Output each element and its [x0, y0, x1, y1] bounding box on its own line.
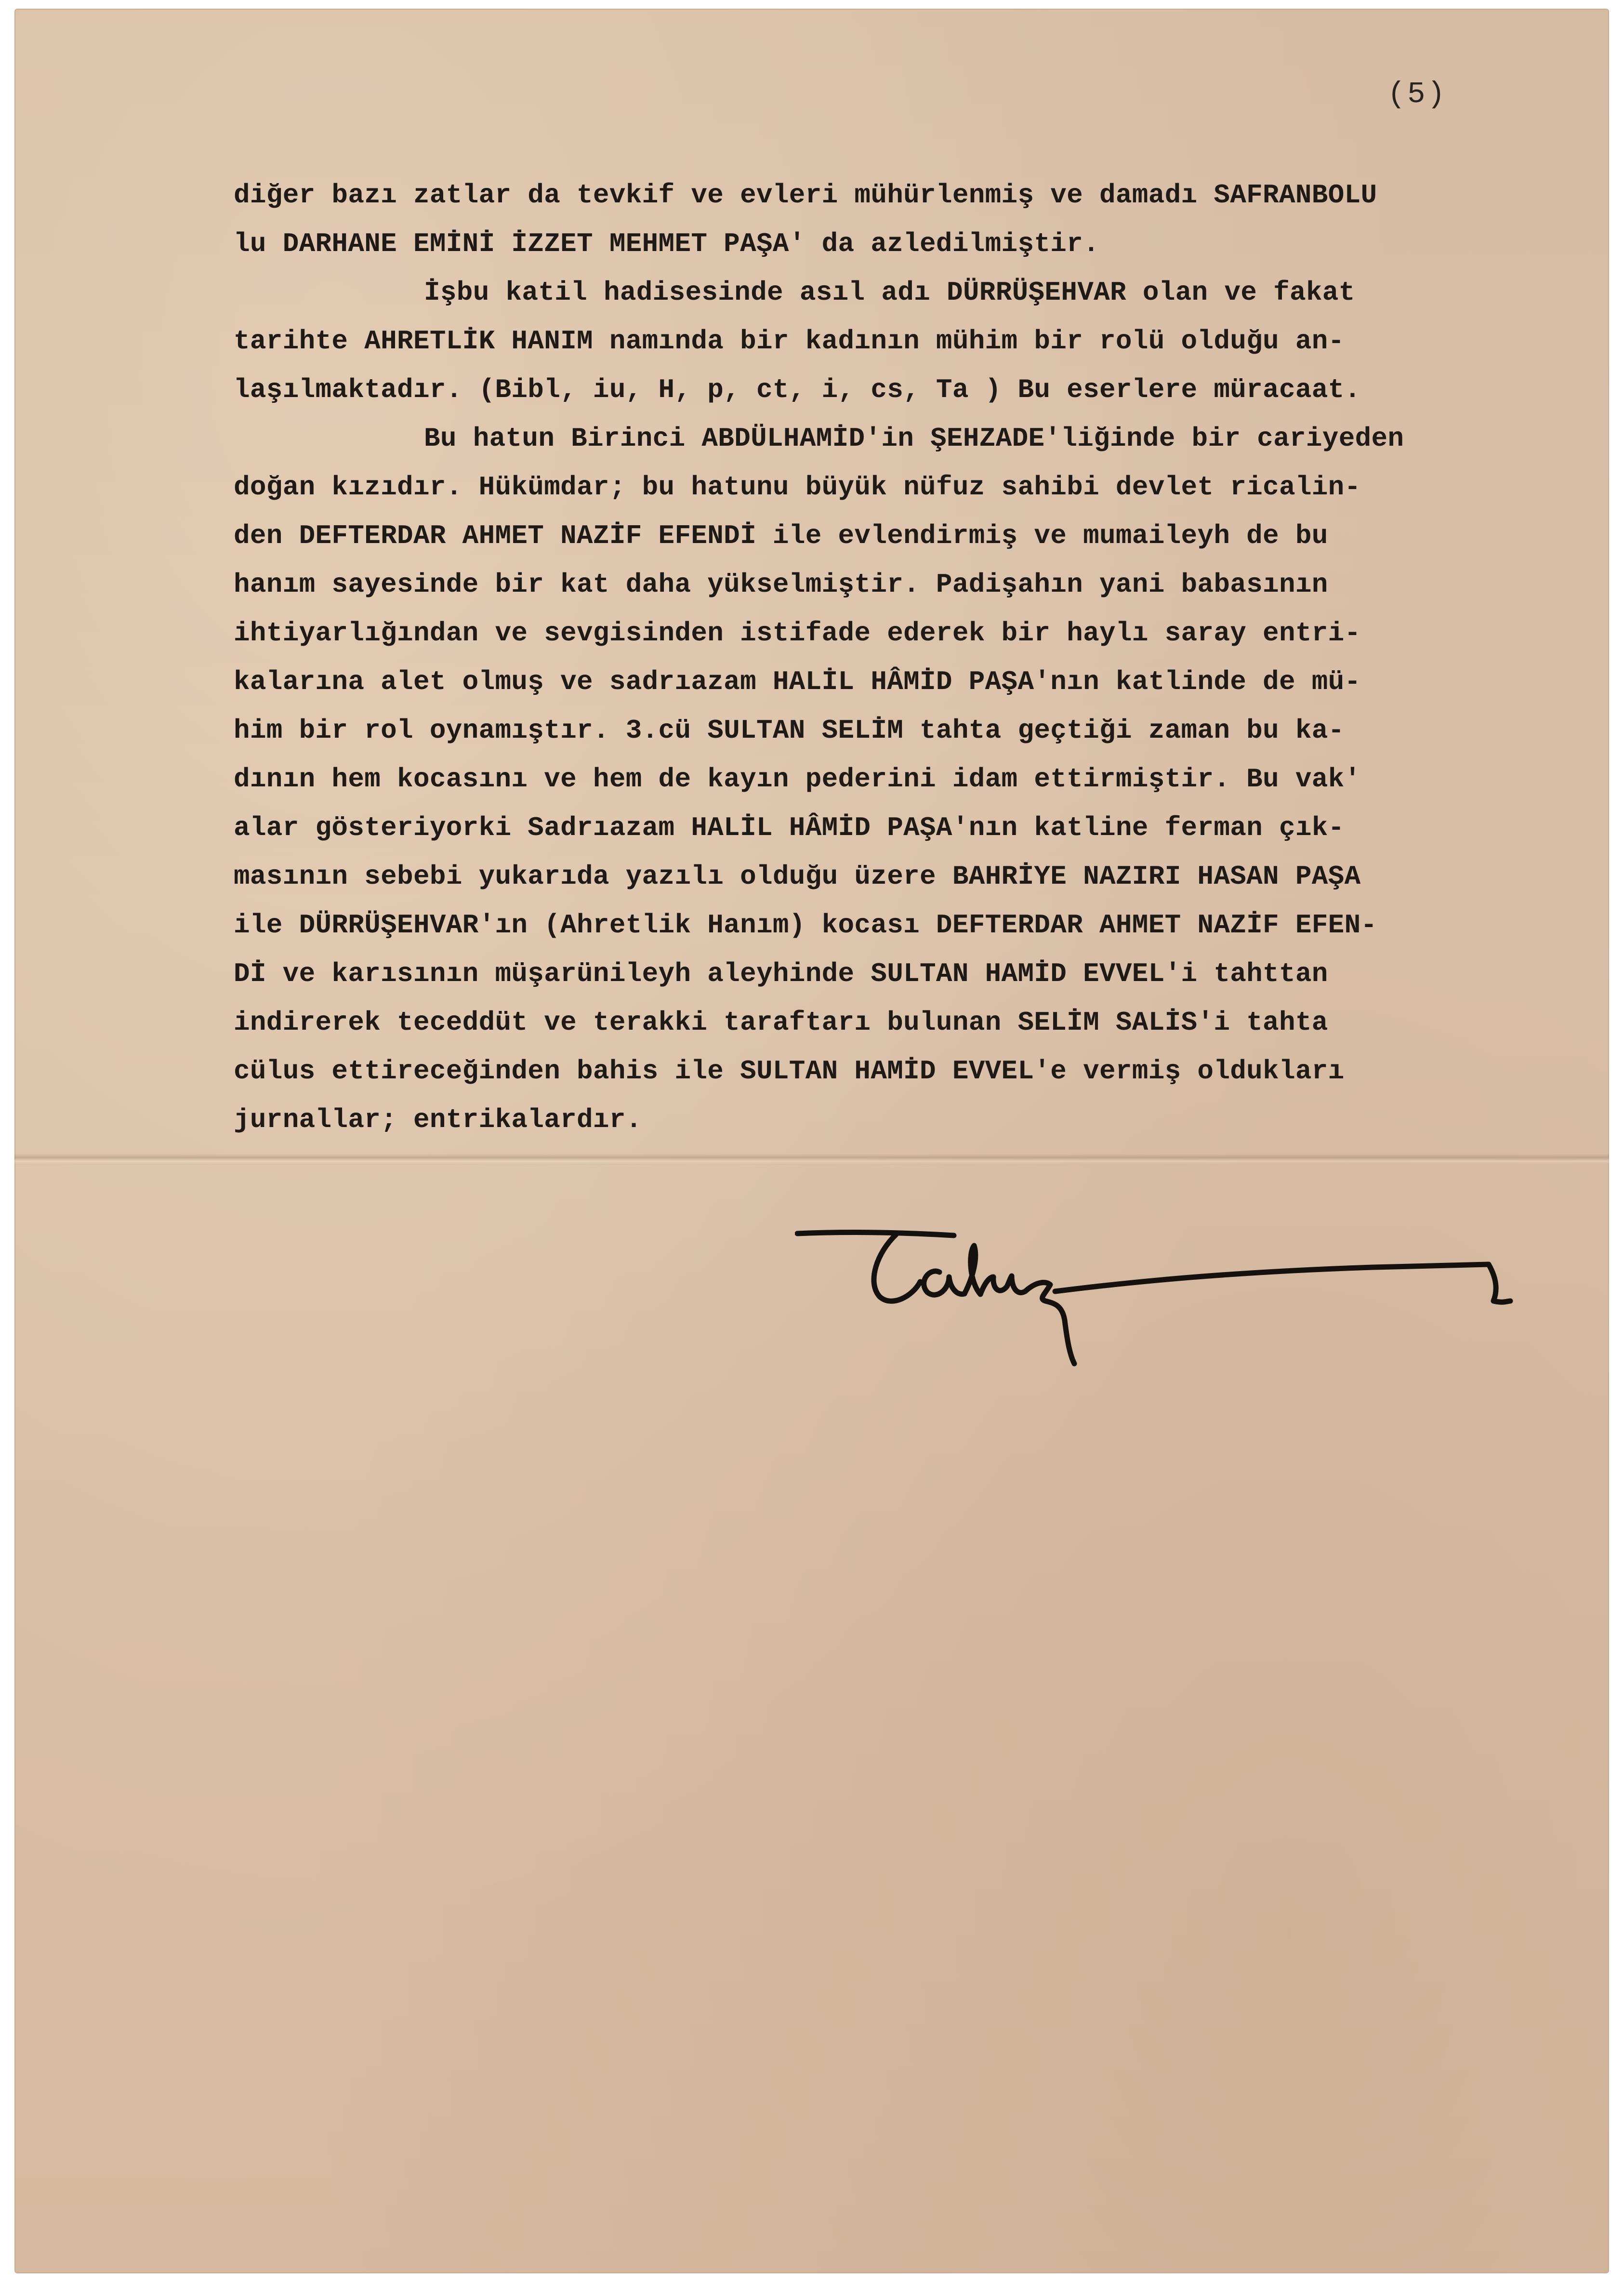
text-line: den DEFTERDAR AHMET NAZİF EFENDİ ile evlendirmiş ve mumaileyh de bu	[234, 520, 1328, 551]
text-line: diğer bazı zatlar da tevkif ve evleri mühürlenmiş ve damadı SAFRANBOLU	[234, 180, 1377, 211]
text-line: İşbu katil hadisesinde asıl adı DÜRRÜŞEHVAR olan ve fakat	[424, 277, 1355, 308]
text-line: cülus ettireceğinden bahis ile SULTAN HAMİD EVVEL'e vermiş oldukları	[234, 1056, 1345, 1087]
text-line: Bu hatun Birinci ABDÜLHAMİD'in ŞEHZADE'liğinde bir cariyeden	[424, 423, 1404, 454]
text-line: ile DÜRRÜŞEHVAR'ın (Ahretlik Hanım) kocası DEFTERDAR AHMET NAZİF EFEN-	[234, 910, 1377, 941]
text-line: jurnallar; entrikalardır.	[234, 1104, 642, 1135]
text-line: ihtiyarlığından ve sevgisinden istifade ederek bir haylı saray entri-	[234, 618, 1361, 649]
page-number: (5)	[1387, 77, 1447, 111]
text-line: indirerek teceddüt ve terakki taraftarı bulunan SELİM SALİS'i tahta	[234, 1007, 1328, 1038]
paper-fold-crease	[14, 1154, 1609, 1165]
text-line: alar gösteriyorki Sadrıazam HALİL HÂMİD PAŞA'nın katline ferman çık-	[234, 812, 1345, 843]
text-line: lu DARHANE EMİNİ İZZET MEHMET PAŞA' da azledilmiştir.	[234, 228, 1099, 259]
text-line: hanım sayesinde bir kat daha yükselmiştir. Padişahın yani babasının	[234, 569, 1328, 600]
text-line: tarihte AHRETLİK HANIM namında bir kadının mühim bir rolü olduğu an-	[234, 326, 1345, 357]
text-line: laşılmaktadır. (Bibl, iu, H, p, ct, i, cs, Ta ) Bu eserlere müracaat.	[234, 374, 1361, 405]
text-line: him bir rol oynamıştır. 3.cü SULTAN SELİM tahta geçtiği zaman bu ka-	[234, 715, 1345, 746]
typed-body-text	[234, 171, 1573, 1144]
text-line: Dİ ve karısının müşarünileyh aleyhinde SULTAN HAMİD EVVEL'i tahttan	[234, 958, 1328, 989]
text-line: dının hem kocasını ve hem de kayın pederini idam ettirmiştir. Bu vak'	[234, 764, 1361, 795]
text-line: masının sebebi yukarıda yazılı olduğu üzere BAHRİYE NAZIRI HASAN PAŞA	[234, 861, 1361, 892]
text-line: kalarına alet olmuş ve sadrıazam HALİL HÂMİD PAŞA'nın katlinde de mü-	[234, 666, 1361, 697]
handwritten-signature	[795, 1205, 1518, 1378]
text-line: doğan kızıdır. Hükümdar; bu hatunu büyük nüfuz sahibi devlet ricalin-	[234, 472, 1361, 503]
